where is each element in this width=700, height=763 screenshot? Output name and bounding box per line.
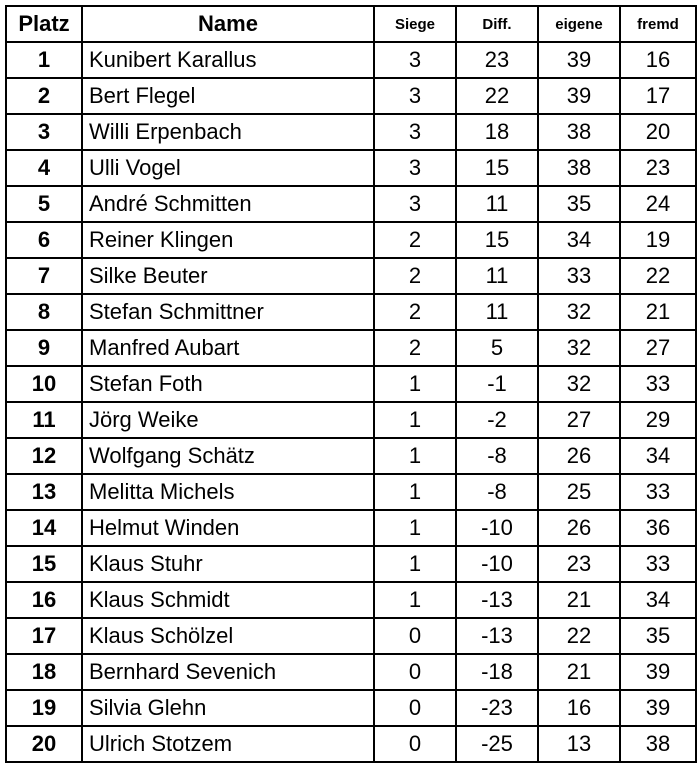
- cell-name: Bert Flegel: [82, 78, 374, 114]
- cell-name: Bernhard Sevenich: [82, 654, 374, 690]
- cell-eigene: 25: [538, 474, 620, 510]
- cell-siege: 1: [374, 546, 456, 582]
- cell-diff: -1: [456, 366, 538, 402]
- cell-name: Reiner Klingen: [82, 222, 374, 258]
- cell-diff: 11: [456, 186, 538, 222]
- table-row: [6, 474, 696, 510]
- table-row: [6, 150, 696, 186]
- cell-name: Helmut Winden: [82, 510, 374, 546]
- cell-platz: 11: [6, 402, 82, 438]
- cell-fremd: 38: [620, 726, 696, 762]
- cell-name: Stefan Schmittner: [82, 294, 374, 330]
- table-row: [6, 330, 696, 366]
- cell-siege: 3: [374, 114, 456, 150]
- table-row: [6, 258, 696, 294]
- cell-fremd: 22: [620, 258, 696, 294]
- cell-name: Manfred Aubart: [82, 330, 374, 366]
- cell-siege: 1: [374, 474, 456, 510]
- cell-fremd: 39: [620, 654, 696, 690]
- cell-fremd: 21: [620, 294, 696, 330]
- table-row: [6, 546, 696, 582]
- cell-platz: 8: [6, 294, 82, 330]
- cell-name: Silvia Glehn: [82, 690, 374, 726]
- cell-fremd: 24: [620, 186, 696, 222]
- cell-diff: -2: [456, 402, 538, 438]
- cell-eigene: 39: [538, 78, 620, 114]
- cell-platz: 19: [6, 690, 82, 726]
- cell-platz: 16: [6, 582, 82, 618]
- cell-diff: -13: [456, 582, 538, 618]
- cell-eigene: 32: [538, 330, 620, 366]
- cell-diff: -23: [456, 690, 538, 726]
- cell-siege: 0: [374, 726, 456, 762]
- cell-name: Klaus Stuhr: [82, 546, 374, 582]
- cell-platz: 13: [6, 474, 82, 510]
- cell-diff: -10: [456, 510, 538, 546]
- cell-diff: -10: [456, 546, 538, 582]
- cell-fremd: 34: [620, 438, 696, 474]
- cell-platz: 18: [6, 654, 82, 690]
- cell-siege: 3: [374, 78, 456, 114]
- cell-platz: 14: [6, 510, 82, 546]
- cell-fremd: 27: [620, 330, 696, 366]
- cell-fremd: 19: [620, 222, 696, 258]
- cell-name: Klaus Schmidt: [82, 582, 374, 618]
- cell-platz: 5: [6, 186, 82, 222]
- header-fremd: fremd: [620, 6, 696, 42]
- cell-name: Ulrich Stotzem: [82, 726, 374, 762]
- header-name: Name: [82, 6, 374, 42]
- cell-diff: 5: [456, 330, 538, 366]
- header-platz: Platz: [6, 6, 82, 42]
- cell-eigene: 23: [538, 546, 620, 582]
- cell-diff: -8: [456, 474, 538, 510]
- cell-fremd: 33: [620, 366, 696, 402]
- cell-eigene: 26: [538, 438, 620, 474]
- cell-name: Kunibert Karallus: [82, 42, 374, 78]
- cell-eigene: 26: [538, 510, 620, 546]
- cell-siege: 0: [374, 690, 456, 726]
- cell-siege: 2: [374, 222, 456, 258]
- cell-eigene: 21: [538, 654, 620, 690]
- cell-diff: 23: [456, 42, 538, 78]
- cell-fremd: 33: [620, 474, 696, 510]
- table-row: [6, 438, 696, 474]
- cell-diff: 22: [456, 78, 538, 114]
- cell-platz: 12: [6, 438, 82, 474]
- cell-siege: 1: [374, 438, 456, 474]
- cell-fremd: 23: [620, 150, 696, 186]
- cell-siege: 3: [374, 186, 456, 222]
- cell-eigene: 32: [538, 366, 620, 402]
- table-row: [6, 42, 696, 78]
- table-row: [6, 654, 696, 690]
- cell-fremd: 36: [620, 510, 696, 546]
- cell-name: Jörg Weike: [82, 402, 374, 438]
- table-row: [6, 402, 696, 438]
- cell-siege: 0: [374, 654, 456, 690]
- table-row: [6, 294, 696, 330]
- cell-diff: 18: [456, 114, 538, 150]
- cell-siege: 2: [374, 294, 456, 330]
- header-eigene: eigene: [538, 6, 620, 42]
- cell-eigene: 35: [538, 186, 620, 222]
- cell-siege: 1: [374, 510, 456, 546]
- table-row: [6, 78, 696, 114]
- cell-platz: 2: [6, 78, 82, 114]
- cell-eigene: 13: [538, 726, 620, 762]
- cell-fremd: 16: [620, 42, 696, 78]
- cell-name: Silke Beuter: [82, 258, 374, 294]
- header-diff: Diff.: [456, 6, 538, 42]
- cell-eigene: 27: [538, 402, 620, 438]
- cell-eigene: 21: [538, 582, 620, 618]
- cell-siege: 2: [374, 330, 456, 366]
- cell-siege: 2: [374, 258, 456, 294]
- cell-name: Wolfgang Schätz: [82, 438, 374, 474]
- cell-fremd: 20: [620, 114, 696, 150]
- table-row: [6, 690, 696, 726]
- table-body: [6, 42, 696, 762]
- cell-name: Ulli Vogel: [82, 150, 374, 186]
- table-row: [6, 618, 696, 654]
- cell-diff: -25: [456, 726, 538, 762]
- cell-diff: -13: [456, 618, 538, 654]
- table-row: [6, 510, 696, 546]
- cell-eigene: 38: [538, 114, 620, 150]
- cell-platz: 3: [6, 114, 82, 150]
- cell-platz: 17: [6, 618, 82, 654]
- cell-diff: 15: [456, 222, 538, 258]
- cell-platz: 20: [6, 726, 82, 762]
- cell-diff: -18: [456, 654, 538, 690]
- cell-name: Stefan Foth: [82, 366, 374, 402]
- cell-fremd: 33: [620, 546, 696, 582]
- table-row: [6, 366, 696, 402]
- cell-name: Melitta Michels: [82, 474, 374, 510]
- header-siege: Siege: [374, 6, 456, 42]
- cell-eigene: 38: [538, 150, 620, 186]
- table-row: [6, 186, 696, 222]
- cell-platz: 9: [6, 330, 82, 366]
- cell-eigene: 22: [538, 618, 620, 654]
- cell-siege: 1: [374, 366, 456, 402]
- cell-eigene: 39: [538, 42, 620, 78]
- cell-platz: 4: [6, 150, 82, 186]
- cell-platz: 10: [6, 366, 82, 402]
- cell-eigene: 16: [538, 690, 620, 726]
- cell-siege: 1: [374, 402, 456, 438]
- cell-diff: 15: [456, 150, 538, 186]
- cell-siege: 1: [374, 582, 456, 618]
- cell-name: André Schmitten: [82, 186, 374, 222]
- cell-diff: 11: [456, 294, 538, 330]
- cell-platz: 15: [6, 546, 82, 582]
- cell-fremd: 39: [620, 690, 696, 726]
- cell-fremd: 17: [620, 78, 696, 114]
- cell-eigene: 32: [538, 294, 620, 330]
- table-row: [6, 222, 696, 258]
- cell-platz: 6: [6, 222, 82, 258]
- table-row: [6, 114, 696, 150]
- cell-eigene: 34: [538, 222, 620, 258]
- cell-eigene: 33: [538, 258, 620, 294]
- standings-table: [5, 5, 697, 763]
- cell-name: Willi Erpenbach: [82, 114, 374, 150]
- cell-fremd: 34: [620, 582, 696, 618]
- cell-fremd: 29: [620, 402, 696, 438]
- cell-diff: 11: [456, 258, 538, 294]
- table-row: [6, 582, 696, 618]
- cell-siege: 3: [374, 150, 456, 186]
- cell-name: Klaus Schölzel: [82, 618, 374, 654]
- cell-fremd: 35: [620, 618, 696, 654]
- cell-siege: 0: [374, 618, 456, 654]
- table-row: [6, 726, 696, 762]
- cell-diff: -8: [456, 438, 538, 474]
- cell-siege: 3: [374, 42, 456, 78]
- cell-platz: 7: [6, 258, 82, 294]
- cell-platz: 1: [6, 42, 82, 78]
- header-row: [6, 6, 696, 42]
